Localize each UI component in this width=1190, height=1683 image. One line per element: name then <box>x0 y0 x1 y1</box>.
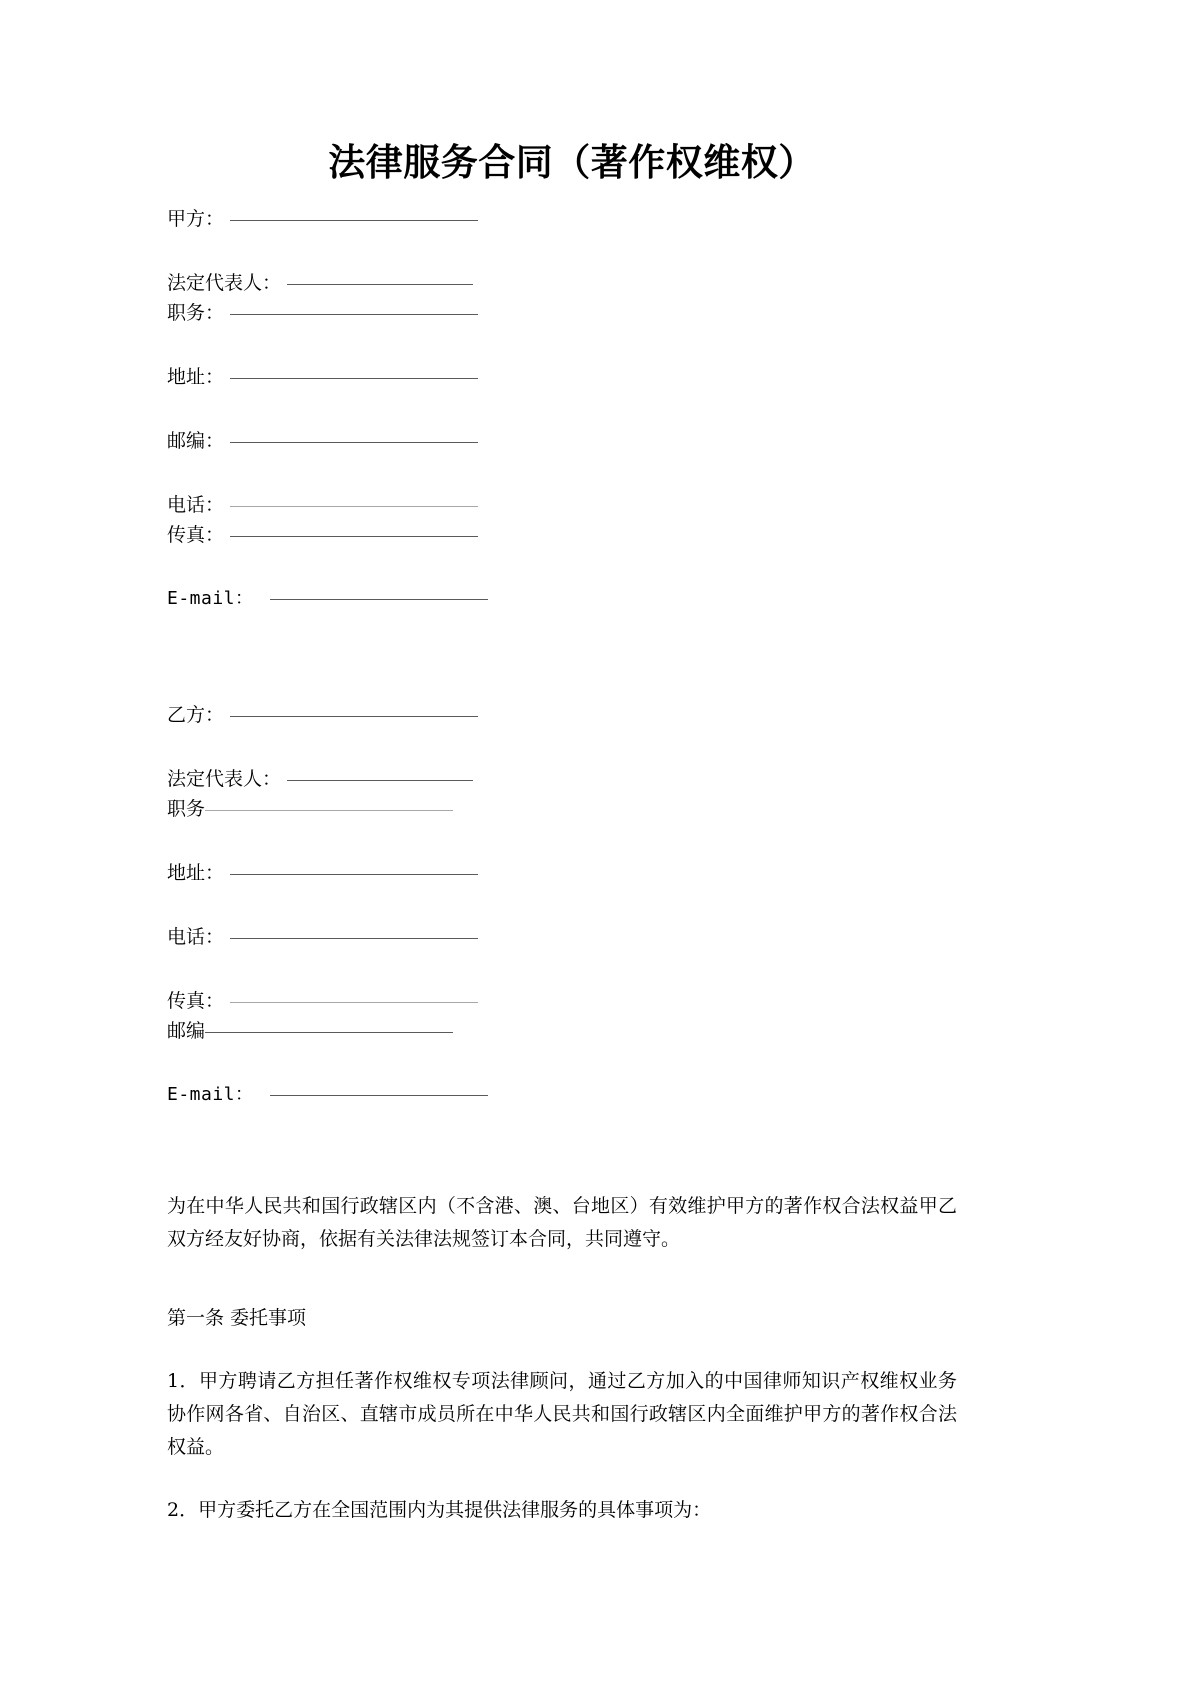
spacer <box>167 614 957 678</box>
spacer <box>167 678 957 700</box>
field-row-party-a-email <box>167 584 957 614</box>
field-row-party-b-email <box>167 1080 957 1110</box>
spacer <box>167 888 957 922</box>
article-one-item-1: 1．甲方聘请乙方担任著作权维权专项法律顾问，通过乙方加入的中国律师知识产权维权业务协作网各省、自治区、直辖市成员所在中华人民共和国行政辖区内全面维护甲方的著作权合法权益。 <box>167 1370 957 1459</box>
party-b-email-input[interactable] <box>270 1094 488 1096</box>
field-row-party-b-postcode <box>167 1016 957 1046</box>
party-b-fax-label: 传真： <box>167 990 225 1013</box>
page-title: 法律服务合同（著作权维权） <box>328 140 816 184</box>
field-row-party-b-fax <box>167 986 957 1016</box>
party-b-legal-rep-input[interactable] <box>287 779 473 781</box>
field-row-party-b-legal-rep <box>167 764 957 794</box>
party-a-email-label: E-mail： <box>167 588 254 610</box>
field-row-party-a-phone <box>167 490 957 520</box>
field-row-party-b-address <box>167 858 957 888</box>
spacer <box>167 1046 957 1080</box>
spacer <box>167 1335 957 1365</box>
party-b-block <box>167 700 957 1110</box>
field-row-party-b-position <box>167 794 957 824</box>
document-content <box>167 140 957 1527</box>
party-b-phone-label: 电话： <box>167 926 225 949</box>
party-a-postcode-label: 邮编： <box>167 430 225 453</box>
party-b-address-label: 地址： <box>167 862 225 885</box>
field-row-party-b-name <box>167 700 957 730</box>
party-b-name-label: 乙方： <box>167 704 225 727</box>
party-b-position-input[interactable] <box>205 809 453 811</box>
field-row-party-a-fax <box>167 520 957 550</box>
field-row-party-a-name <box>167 204 957 234</box>
party-b-postcode-input[interactable] <box>205 1031 453 1033</box>
party-a-phone-input[interactable] <box>230 505 478 507</box>
party-a-address-label: 地址： <box>167 366 225 389</box>
field-row-party-a-address <box>167 362 957 392</box>
spacer <box>167 550 957 584</box>
spacer <box>167 730 957 764</box>
party-a-email-input[interactable] <box>270 598 488 600</box>
party-b-name-input[interactable] <box>230 715 478 717</box>
spacer <box>167 234 957 268</box>
spacer <box>167 1110 957 1160</box>
spacer <box>167 1160 957 1190</box>
party-a-address-input[interactable] <box>230 377 478 379</box>
party-a-postcode-input[interactable] <box>230 441 478 443</box>
party-b-address-input[interactable] <box>230 873 478 875</box>
party-a-position-input[interactable] <box>230 313 478 315</box>
party-b-position-label: 职务 <box>167 798 206 821</box>
party-b-email-label: E-mail： <box>167 1084 254 1106</box>
party-a-fax-input[interactable] <box>230 535 478 537</box>
party-a-block <box>167 204 957 614</box>
party-a-phone-label: 电话： <box>167 494 225 517</box>
party-a-legal-rep-input[interactable] <box>287 283 473 285</box>
article-one-item-2: 2．甲方委托乙方在全国范围内为其提供法律服务的具体事项为： <box>167 1499 712 1522</box>
party-a-name-label: 甲方： <box>167 208 225 231</box>
article-one-heading: 第一条 委托事项 <box>167 1307 307 1330</box>
party-a-name-input[interactable] <box>230 219 478 221</box>
spacer <box>167 456 957 490</box>
spacer <box>167 824 957 858</box>
spacer <box>167 328 957 362</box>
party-b-postcode-label: 邮编 <box>167 1020 206 1043</box>
field-row-party-b-phone <box>167 922 957 952</box>
field-row-party-a-postcode <box>167 426 957 456</box>
party-b-phone-input[interactable] <box>230 937 478 939</box>
party-a-position-label: 职务： <box>167 302 225 325</box>
preamble-paragraph: 为在中华人民共和国行政辖区内（不含港、澳、台地区）有效维护甲方的著作权合法权益甲乙双方经友好协商，依据有关法律法规签订本合同，共同遵守。 <box>167 1195 957 1251</box>
field-row-party-a-legal-rep <box>167 268 957 298</box>
spacer <box>167 1256 957 1302</box>
field-row-party-a-position <box>167 298 957 328</box>
party-a-legal-rep-label: 法定代表人： <box>167 272 282 295</box>
party-b-fax-input[interactable] <box>230 1001 478 1003</box>
spacer <box>167 1464 957 1494</box>
party-a-fax-label: 传真： <box>167 524 225 547</box>
spacer <box>167 952 957 986</box>
spacer <box>167 392 957 426</box>
party-b-legal-rep-label: 法定代表人： <box>167 768 282 791</box>
